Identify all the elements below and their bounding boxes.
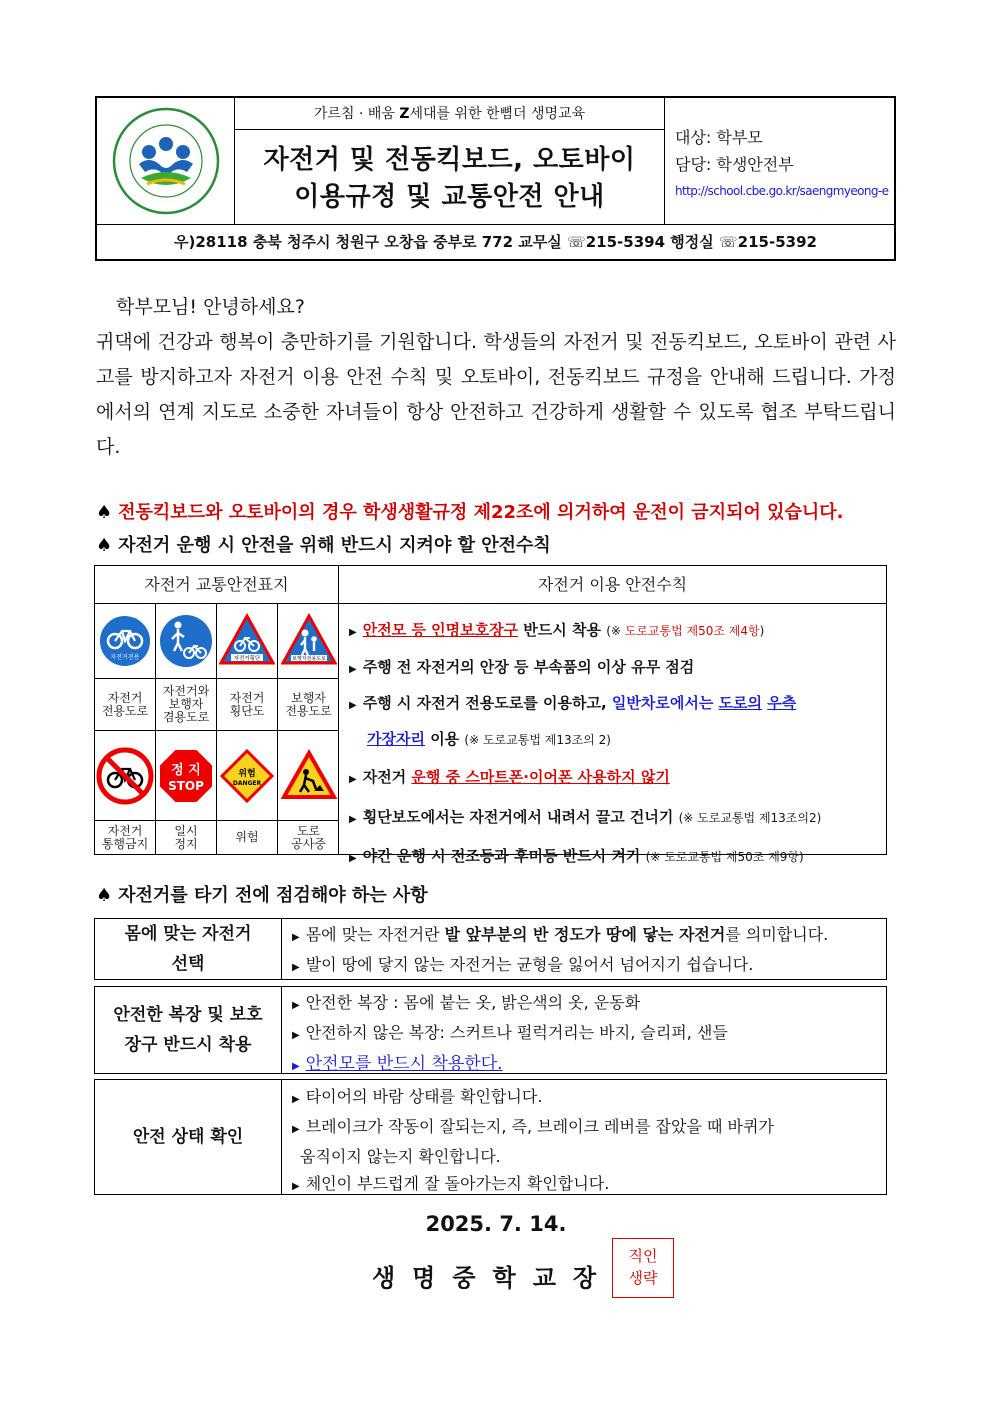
rule-crosswalk-law: (※ 도로교통법 제13조의2) <box>678 811 822 825</box>
check-safety-gear-content <box>292 987 882 1082</box>
caption-text: 위험 <box>235 830 259 844</box>
spade-icon: ♠ <box>96 502 113 523</box>
label-line-2: 선택 <box>171 954 205 974</box>
line-text: 체인이 부드럽게 잘 돌아가는지 확인합니다. <box>305 1174 610 1193</box>
greeting: 학부모님! 안녕하세요? <box>116 296 305 318</box>
line-text: 를 의미합니다. <box>725 925 829 944</box>
title-line-1: 자전거 및 전동킥보드, 오토바이 <box>263 145 636 175</box>
slogan <box>235 98 664 130</box>
target-audience: 대상: 학부모 <box>675 128 763 147</box>
line-text: 타이어의 바람 상태를 확인합니다. <box>305 1087 543 1106</box>
sign-text: 보행자전용도로 <box>291 656 326 662</box>
rule-bike-lane-cont <box>349 721 886 758</box>
caption-text: 자전거 전용도로 <box>101 690 149 718</box>
check-line <box>292 951 882 981</box>
document-title <box>235 130 664 216</box>
caption-bike-only <box>95 679 156 731</box>
caption-bike-crossing <box>217 679 278 731</box>
rule-bike-lane-use: 이용 <box>424 730 465 748</box>
department: 담당: 학생안전부 <box>675 155 794 174</box>
pre-ride-check-heading-text: 자전거를 타기 전에 점검해야 하는 사항 <box>118 885 428 906</box>
triangle-bullet-icon: ▶ <box>349 664 357 675</box>
check-safety-gear-label <box>95 987 282 1073</box>
header-title-block <box>235 98 665 224</box>
bike-pedestrian-road-sign-icon <box>158 613 214 669</box>
triangle-bullet-icon: ▶ <box>349 853 357 864</box>
rule-crosswalk-text: 횡단보도에서는 자전거에서 내려서 끌고 건너기 <box>362 808 679 826</box>
rule-bike-lane-law: (※ 도로교통법 제13조의 2) <box>464 733 611 747</box>
slogan-post: 세대를 위한 한뼘더 생명교육 <box>409 106 586 122</box>
kickboard-ban-text: 전동킥보드와 오토바이의 경우 학생생활규정 제22조에 의거하여 운전이 금지되어 있습니다. <box>118 502 844 523</box>
label-line-2: 장구 반드시 착용 <box>124 1035 252 1055</box>
check-line <box>292 989 882 1019</box>
rule-helmet-text: 반드시 착용 <box>518 621 607 639</box>
triangle-bullet-icon: ▶ <box>349 814 357 825</box>
triangle-bullet-icon: ▶ <box>292 1124 300 1135</box>
triangle-bullet-icon: ▶ <box>292 1030 300 1041</box>
no-bicycles-sign-icon <box>96 747 154 805</box>
triangle-bullet-icon: ▶ <box>349 627 357 638</box>
rule-bike-lane-general: 일반차로에서는 <box>611 694 719 712</box>
school-logo <box>97 98 235 224</box>
rule-smartphone-text: 자전거 <box>362 768 412 786</box>
check-bike-condition-content <box>292 1080 882 1200</box>
caption-danger <box>217 821 278 854</box>
caption-text: 일시 정지 <box>174 823 198 851</box>
check-line <box>292 921 882 951</box>
roadwork-sign-icon <box>280 747 338 805</box>
check-bike-fit-label <box>95 919 282 979</box>
line-text: 몸에 맞는 자전거란 <box>305 925 445 944</box>
check-bike-fit <box>94 918 887 980</box>
official-seal-stamp <box>612 1238 674 1298</box>
sign-roadwork <box>278 731 339 821</box>
spade-icon: ♠ <box>96 535 113 556</box>
check-safety-gear <box>94 986 887 1074</box>
principal-signature: 생명중학교장 <box>372 1264 614 1292</box>
check-bike-condition-label <box>95 1080 282 1194</box>
label-line-1: 안전한 복장 및 보호 <box>113 1005 263 1025</box>
rule-inspection <box>349 649 886 688</box>
sign-table-header-right: 자전거 이용 안전수칙 <box>339 566 886 604</box>
danger-sign-icon <box>218 747 276 805</box>
sign-bike-only <box>95 604 156 679</box>
triangle-bullet-icon: ▶ <box>292 1181 300 1192</box>
line-text: 발이 땅에 닿지 않는 자전거는 균형을 잃어서 넘어지기 쉽습니다. <box>305 955 754 974</box>
rule-helmet-note-open: (※ <box>606 624 625 638</box>
sign-text: 정 지 <box>171 762 201 778</box>
label-line-1: 안전 상태 확인 <box>132 1127 244 1147</box>
slogan-pre: 가르침 · 배움 <box>313 106 400 122</box>
sign-text: 자전거횡단 <box>233 656 261 662</box>
label-line-1: 몸에 맞는 자전거 <box>124 924 252 944</box>
rule-bike-lane-edge: 가장자리 <box>367 730 425 748</box>
safety-rules-list <box>341 606 886 865</box>
sign-text: STOP <box>168 778 204 793</box>
rule-bike-lane-road: 도로의 <box>718 694 763 712</box>
sign-stop <box>156 731 217 821</box>
intro-body: 귀댁에 건강과 행복이 충만하기를 기원합니다. 학생들의 자전거 및 전동킥보드, 오토바이 관련 사고를 방지하고자 자전거 이용 안전 수칙 및 오토바이, 전동킥보드 규정을 안내해 드립니다. 가정에서의 연계 지도로 소중한 자녀들이 항상 안전하고 건강하게 생활할 수 있도록 협조 부탁드립니다. <box>96 331 896 458</box>
sign-text: 위험 <box>238 768 256 779</box>
check-line <box>292 1113 882 1143</box>
rule-bike-lane <box>349 688 886 721</box>
safety-rules-heading <box>96 531 551 557</box>
line-text: 움직이지 않는지 확인합니다. <box>300 1147 501 1166</box>
rule-helmet-note-close: ) <box>759 624 765 638</box>
check-line <box>292 1083 882 1113</box>
triangle-bullet-icon: ▶ <box>292 1061 300 1072</box>
caption-no-bikes <box>95 821 156 854</box>
stamp-line-2: 생략 <box>628 1269 658 1287</box>
rule-helmet-highlight: 안전모 등 인명보호장구 <box>362 621 519 639</box>
sign-shared-road <box>156 604 217 679</box>
line-text: 브레이크가 작동이 잘되는지, 즉, 브레이크 레버를 잡았을 때 바퀴가 <box>305 1117 774 1136</box>
caption-pedestrian-road <box>278 679 339 731</box>
rule-crosswalk <box>349 799 886 838</box>
bike-only-road-sign-icon <box>97 613 153 669</box>
triangle-bullet-icon: ▶ <box>349 774 357 785</box>
pedestrian-road-sign-icon <box>281 613 337 669</box>
line-text: 안전한 복장 : 몸에 붙는 옷, 밝은색의 옷, 운동화 <box>305 993 641 1012</box>
safety-rules-heading-text: 자전거 운행 시 안전을 위해 반드시 지켜야 할 안전수칙 <box>118 535 551 556</box>
caption-text: 도로 공사중 <box>291 823 326 851</box>
caption-stop <box>156 821 217 854</box>
school-url-link[interactable]: http://school.cbe.go.kr/saengmyeong-e <box>675 184 889 198</box>
rule-night-lights <box>349 838 886 877</box>
caption-text: 자전거와 보행자 겸용도로 <box>162 684 210 724</box>
check-bike-condition <box>94 1079 887 1195</box>
pre-ride-check-heading <box>96 881 428 907</box>
kickboard-ban-notice <box>96 498 844 524</box>
sign-no-bikes <box>95 731 156 821</box>
check-line <box>292 1049 882 1082</box>
caption-text: 자전거 통행금지 <box>101 823 149 851</box>
rule-smartphone <box>349 758 886 799</box>
bike-crossing-sign-icon <box>219 613 275 669</box>
check-line <box>292 1143 882 1170</box>
intro-text <box>96 290 896 465</box>
caption-roadwork <box>278 821 339 854</box>
rule-night-lights-text: 야간 운행 시 전조등과 후미등 반드시 켜기 <box>362 847 646 865</box>
check-bike-fit-content <box>292 919 882 981</box>
bike-sign-table <box>94 565 887 865</box>
school-address: 우)28118 충북 청주시 청원구 오창읍 중부로 772 교무실 ☏215-5394 행정실 ☏215-5392 <box>97 224 894 259</box>
helmet-emphasis: 안전모를 반드시 착용한다. <box>305 1054 503 1074</box>
header-info <box>665 98 896 224</box>
triangle-bullet-icon: ▶ <box>292 1000 300 1011</box>
rule-bike-lane-right: 우측 <box>767 694 797 712</box>
caption-text: 자전거 횡단도 <box>229 690 265 718</box>
triangle-bullet-icon: ▶ <box>292 932 300 943</box>
school-emblem-icon <box>111 106 221 216</box>
check-line <box>292 1019 882 1049</box>
triangle-bullet-icon: ▶ <box>349 700 357 711</box>
rule-bike-lane-text: 주행 시 자전거 전용도로를 이용하고, <box>362 694 612 712</box>
stop-sign-icon <box>157 747 215 805</box>
triangle-bullet-icon: ▶ <box>292 1094 300 1105</box>
sign-bike-crossing <box>217 604 278 679</box>
rule-night-lights-law: (※ 도로교통법 제50조 제9항) <box>645 850 804 864</box>
caption-text: 보행자 전용도로 <box>285 690 332 718</box>
sign-table-header-left: 자전거 교통안전표지 <box>95 566 339 604</box>
document-header <box>95 96 896 261</box>
rule-smartphone-highlight: 운행 중 스마트폰·이어폰 사용하지 않기 <box>411 768 670 786</box>
line-text: 안전하지 않은 복장: 스커트나 펄럭거리는 바지, 슬리퍼, 샌들 <box>305 1023 728 1042</box>
stamp-line-1: 직인 <box>628 1247 658 1265</box>
spade-icon: ♠ <box>96 885 113 906</box>
sign-text: DANGER <box>232 779 262 787</box>
line-emphasis: 발 앞부분의 반 정도가 땅에 닿는 자전거 <box>444 925 726 944</box>
slogan-z: Z <box>399 106 410 122</box>
rule-helmet <box>349 614 886 649</box>
sign-pedestrian-road <box>278 604 339 679</box>
rule-inspection-text: 주행 전 자전거의 안장 등 부속품의 이상 유무 점검 <box>362 658 695 676</box>
triangle-bullet-icon: ▶ <box>292 962 300 973</box>
check-line <box>292 1170 882 1200</box>
sign-danger <box>217 731 278 821</box>
sign-text: 자전거전용 <box>110 654 140 661</box>
caption-shared-road <box>156 679 217 731</box>
document-date: 2025. 7. 14. <box>425 1212 567 1236</box>
rule-helmet-law: 도로교통법 제50조 제4항 <box>624 624 760 638</box>
title-line-2: 이용규정 및 교통안전 안내 <box>294 182 605 212</box>
sign-grid <box>95 604 339 854</box>
